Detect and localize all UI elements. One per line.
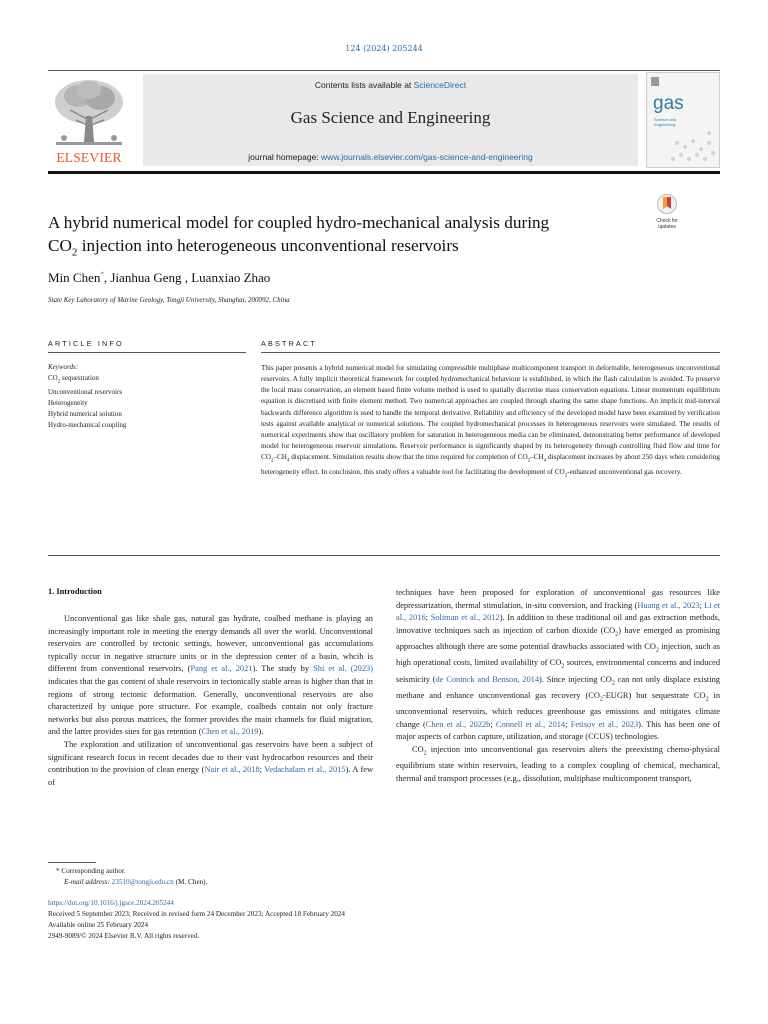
other-authors[interactable]: , Jianhua Geng , Luanxiao Zhao — [103, 270, 271, 285]
ref-shi-2023[interactable]: Shi et al. (2023) — [313, 664, 374, 674]
copyright: 2949-9089/© 2024 Elsevier B.V. All rights reserved. — [48, 932, 200, 940]
r1-s4: 2 — [611, 680, 615, 687]
footnote-rule — [48, 862, 96, 863]
cover-sub-line2: Engineering — [654, 122, 676, 127]
abs-sub1: 2 — [270, 458, 274, 464]
ref-nair-2018[interactable]: Nair et al., 2018 — [204, 765, 260, 775]
keyword-hydro-mechanical: Hydro-mechanical coupling — [48, 421, 127, 430]
r2-b: injection into unconventional gas reservoirs alters the preexisting chemo-physical equilibrium state within reservoirs, leading to a complex coupling of chemical, mechanical, thermal and transport processes (e.g., dissolution, multiphase multicomponent transport, — [396, 744, 720, 783]
kw1-b: sequestration — [60, 374, 99, 382]
keyword-co2 — [48, 373, 246, 387]
intro-left-column — [48, 613, 373, 789]
author-list — [48, 270, 270, 286]
article-info-heading: ARTICLE INFO — [48, 339, 124, 348]
abstract-rule — [261, 352, 720, 353]
title-co: CO — [48, 236, 72, 255]
article-info-rule — [48, 352, 246, 353]
email-link[interactable]: 23510@tongji.edu.cn — [111, 878, 174, 886]
section-heading-introduction: 1. Introduction — [48, 587, 102, 596]
available-online: Available online 25 February 2024 — [48, 921, 149, 929]
r1-i: in unconventional reservoirs, which reduces greenhouse gas emissions and mitigates climate change ( — [396, 690, 721, 729]
cover-gas-word: gas — [653, 93, 684, 114]
intro-paragraph-3 — [396, 587, 720, 744]
email-line — [48, 877, 448, 888]
corresponding-author-note — [48, 866, 448, 877]
badge-line2: updates — [658, 224, 676, 230]
r2-s1: 2 — [423, 750, 427, 757]
r1-sep2: ; — [425, 613, 431, 623]
bookmark-icon — [656, 194, 678, 214]
intro-paragraph-2 — [48, 739, 373, 789]
p1-b: ). The study by — [252, 664, 314, 674]
ref-li-2016[interactable]: Li et al., 2016 — [396, 600, 720, 623]
abs-sub3: 2 — [527, 458, 531, 464]
ref-connell-2014[interactable]: Connell et al., 2014 — [495, 719, 566, 729]
ref-chen-2019[interactable]: Chen et al., 2019 — [201, 727, 259, 737]
abs-sub5: 2 — [564, 473, 568, 479]
r1-sep1: ; — [699, 600, 705, 610]
email-label: E-mail address: — [64, 878, 112, 886]
p1-a: Unconventional gas like shale gas, natural gas hydrate, coalbed methane is playing an increasingly important role in meeting the energy demands all over the world. Unconventional reservoirs are controlled by tectonic settings, however, unconventional gas accumulations typically occur in negative structure units or in the depression center of a basin, whcih is different from conventional reservoirs, ( — [48, 614, 373, 674]
r1-h: -EUGR) but sequestrate CO — [602, 690, 706, 700]
title-line2 — [48, 234, 638, 264]
abs-sub2: 4 — [286, 458, 290, 464]
keyword-hybrid: Hybrid numerical solution — [48, 410, 122, 419]
title-sub: 2 — [71, 246, 78, 259]
badge-line1: Check for — [656, 218, 678, 224]
r1-c: ) have emerged as promising approaches although there are some potential drawbacks associated with CO — [396, 625, 720, 652]
p1-d: ). — [258, 727, 264, 737]
volume-reference: 124 (2024) 205244 — [345, 44, 423, 53]
kw1-sub: 2 — [57, 379, 61, 385]
cover-sub-line1: Science and — [654, 117, 677, 122]
r1-j: ). This has been one of major aspects of carbon capture, utilization, and storage (CCUS) technologies. — [396, 719, 720, 742]
ref-huang-2023[interactable]: Huang et al., 2023 — [637, 600, 700, 610]
article-title — [48, 211, 638, 264]
r1-b: ). In addition to these traditional oil and gas extraction methods, innovative techniques such as injection of carbon dioxide (CO — [396, 613, 721, 635]
r1-f: ). Since injecting CO — [539, 674, 612, 684]
abstract-heading: ABSTRACT — [261, 339, 317, 348]
intro-paragraph-1 — [48, 613, 373, 739]
r1-a: techniques have been proposed for exploration of unconventional gas resources like depressurization, thermal stimulation, in-situ conversion, and fracking ( — [396, 588, 720, 610]
header-top-rule — [48, 70, 720, 71]
intro-paragraph-4 — [396, 744, 720, 785]
keyword-unconventional: Unconventional reservoirs — [48, 388, 123, 397]
r1-s1: 2 — [615, 631, 619, 638]
homepage-label: journal homepage: — [248, 152, 322, 162]
abs-e: displacement increases by about 250 days when considering heterogeneity effect. In conclusion, this study offers a valuable tool for facilitating the development of CO — [261, 453, 720, 476]
contents-prefix: Contents lists available at — [314, 80, 414, 90]
r1-g: can not only displace existing methane and enhance unconventional gas recovery (CO — [396, 674, 720, 700]
publisher-name: ELSEVIER — [56, 150, 122, 165]
r1-s5: 2 — [599, 696, 603, 703]
corresponding-mark[interactable]: * — [100, 270, 104, 279]
footnote-mark: * — [56, 867, 60, 875]
r1-s3: 2 — [561, 663, 565, 670]
keyword-heterogeneity: Heterogeneity — [48, 399, 88, 408]
publication-info — [48, 898, 720, 942]
email-after: (M. Chen). — [173, 878, 208, 886]
footnote-block — [48, 866, 448, 888]
sciencedirect-link[interactable]: ScienceDirect — [413, 80, 467, 90]
p1-c: indicates that the gas content of shale reservoirs in tectonically stable areas is higher than that in regions of strong tectonic deformation. Generally, unconventional reservoirs are also characterized by unique pore structure. For example, coalbeds contain not only fracture networks but also porous matrices, the former provides the main channels for fluid migration, and the latter provides sites for gas retention ( — [48, 676, 373, 737]
title-line1: A hybrid numerical model for coupled hydro-mechanical analysis during — [48, 213, 550, 232]
received-dates: Received 5 September 2023; Received in revised form 24 December 2023; Accepted 18 February 2024 — [48, 910, 345, 918]
ref-coninck-2014[interactable]: de Coninck and Benson, 2014 — [435, 674, 540, 684]
r1-sep3: ; — [490, 719, 496, 729]
journal-cover-thumbnail[interactable] — [646, 72, 720, 168]
author-min-chen[interactable]: Min Chen — [48, 270, 101, 285]
abs-d: –CH — [530, 453, 544, 462]
abstract-bottom-rule — [48, 555, 720, 556]
r1-sep4: ; — [565, 719, 571, 729]
p2-b: ). A few of — [48, 765, 373, 787]
doi-link[interactable]: https://doi.org/10.1016/j.jgsce.2024.205244 — [48, 899, 174, 907]
abs-sub4: 4 — [543, 458, 547, 464]
contents-line — [143, 80, 638, 90]
intro-right-column — [396, 587, 720, 785]
r2-a: CO — [412, 744, 424, 754]
abstract-text — [261, 363, 720, 481]
r1-d: injection, such as high operational costs, limited availability of CO — [396, 642, 720, 668]
ref-pang-2021[interactable]: Pang et al., 2021 — [190, 664, 253, 674]
abs-b: –CH — [273, 453, 287, 462]
abs-c: displacement. Simulation results show that the time required for completion of CO — [289, 453, 528, 462]
ref-chen-2022b[interactable]: Chen et al., 2022b — [425, 719, 491, 729]
ref-fetisov-2023[interactable]: Fetisov et al., 2023 — [570, 719, 639, 729]
homepage-line — [143, 152, 638, 162]
homepage-link[interactable]: www.journals.elsevier.com/gas-science-and-engineering — [321, 152, 533, 162]
affiliation: State Key Laboratory of Marine Geology, Tongji University, Shanghai, 200092, China — [48, 296, 290, 304]
r1-s2: 2 — [655, 647, 659, 654]
p2-a: The exploration and utilization of unconventional gas reservoirs have been a subject of significant research focus in recent decades due to their vast hydrocarbon resources and their contribution to the provision of clean energy ( — [48, 739, 373, 775]
ref-soliman-2012[interactable]: Soliman et al., 2012 — [430, 613, 500, 623]
cover-subtitle — [654, 117, 676, 127]
abs-a: This paper presents a hybrid numerical model for simulating compressible multiphase multicomponent transport in deformable, heterogeneous unconventional reservoirs. A fully implicit theoretical framework for coupled hydromechanical behaviour is established, in which the flash calculation is avoided. To preserve the local mass conservation, an element based finite volume method is used to spatially discretise mass conservation equations. Linear momentum equilibrium equation is discretised with finite element method. Two numerical approaches are coupled through sharing the same shape functions. An implicit mid-interval backwards difference algorithm is used to handle the temporal derivative. Reliability and efficiency of the developed model have been examined by verification tests against available analytical or numerical solutions. The coupled hydromechanical processes in heterogeneous reservoirs were simulated. The results of numerical experiments show that oscillatory problem for saturation in heterogeneous media can be eliminated, demonstrating better performance of developed model for heterogeneous reservoir simulations. Reservoir performance is significantly shaped by its heterogeneity through controlling fluid flow and time for CO — [261, 364, 720, 462]
journal-title[interactable]: Gas Science and Engineering — [290, 108, 491, 127]
abs-f: -enhanced unconventional gas recovery. — [567, 467, 682, 476]
keywords-list — [48, 362, 246, 431]
header-bottom-rule — [48, 171, 720, 174]
r1-s6: 2 — [705, 696, 709, 703]
kw1-a: CO — [48, 374, 58, 382]
title-rest: injection into heterogeneous unconventional reservoirs — [77, 236, 459, 255]
check-for-updates-badge[interactable] — [646, 194, 688, 228]
journal-header — [143, 74, 638, 166]
corr-label: Corresponding author. — [61, 867, 126, 875]
p2-sep: ; — [259, 765, 265, 775]
keywords-label: Keywords: — [48, 363, 79, 371]
r1-e: sources, environmental concerns and induced seismicity ( — [396, 658, 721, 684]
ref-vedachalam-2015[interactable]: Vedachalam et al., 2015 — [264, 765, 346, 775]
